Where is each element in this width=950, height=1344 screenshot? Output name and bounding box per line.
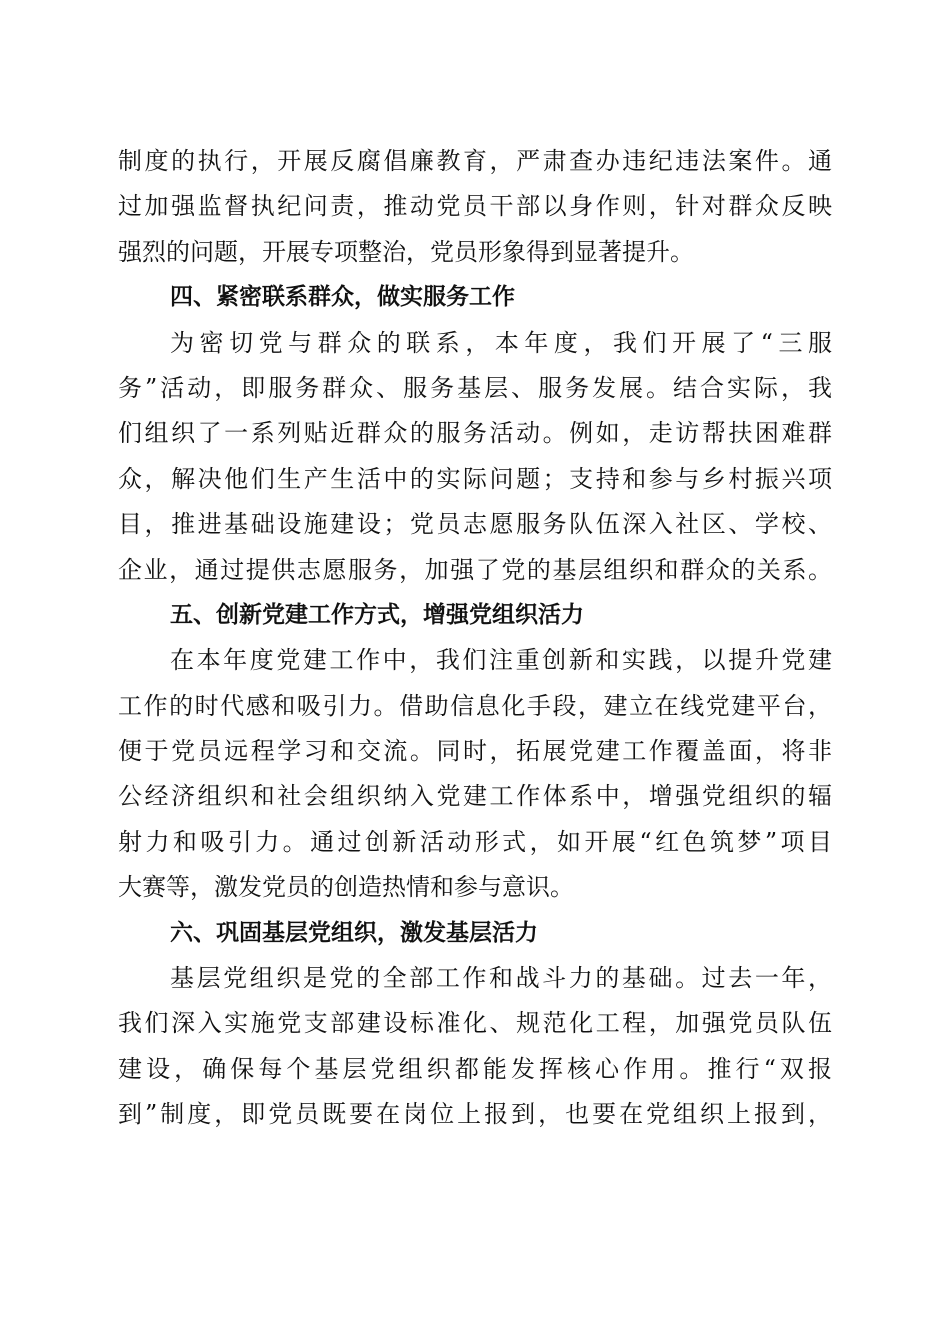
body-text-line: 目，推进基础设施建设；党员志愿服务队伍深入社区、学校、 — [118, 510, 832, 539]
body-text-line: 建设，确保每个基层党组织都能发挥核心作用。推行“双报 — [118, 1054, 832, 1083]
body-text-line: 射力和吸引力。通过创新活动形式，如开展“红色筑梦”项目 — [118, 827, 832, 856]
body-text-line: 在本年度党建工作中，我们注重创新和实践，以提升党建 — [170, 646, 832, 675]
section-heading-5: 五、创新党建工作方式，增强党组织活力 — [170, 601, 584, 628]
body-text-line: 企业，通过提供志愿服务，加强了党的基层组织和群众的关系。 — [118, 555, 832, 584]
body-text-line: 到”制度，即党员既要在岗位上报到，也要在党组织上报到， — [118, 1100, 832, 1129]
section-heading-6: 六、巩固基层党组织，激发基层活力 — [170, 919, 538, 946]
body-text-line: 制度的执行，开展反腐倡廉教育，严肃查办违纪违法案件。通 — [118, 147, 832, 175]
body-text-line: 务”活动，即服务群众、服务基层、服务发展。结合实际，我 — [118, 373, 832, 402]
body-text-line: 强烈的问题，开展专项整治，党员形象得到显著提升。 — [118, 237, 694, 266]
body-text-line: 公经济组织和社会组织纳入党建工作体系中，增强党组织的辐 — [118, 782, 832, 811]
body-text-line: 过加强监督执纪问责，推动党员干部以身作则，针对群众反映 — [118, 192, 832, 221]
body-text-line: 我们深入实施党支部建设标准化、规范化工程，加强党员队伍 — [118, 1009, 832, 1038]
body-text-line: 工作的时代感和吸引力。借助信息化手段，建立在线党建平台， — [118, 691, 832, 720]
document-body — [118, 139, 832, 1138]
body-text-line: 们组织了一系列贴近群众的服务活动。例如，走访帮扶困难群 — [118, 419, 832, 448]
body-text-line: 众，解决他们生产生活中的实际问题；支持和参与乡村振兴项 — [118, 464, 832, 493]
section-heading-4: 四、紧密联系群众，做实服务工作 — [170, 284, 515, 311]
body-text-line: 大赛等，激发党员的创造热情和参与意识。 — [118, 873, 574, 902]
body-text-line: 便于党员远程学习和交流。同时，拓展党建工作覆盖面，将非 — [118, 737, 832, 766]
body-text-line: 基层党组织是党的全部工作和战斗力的基础。过去一年， — [170, 964, 832, 993]
body-text-line: 为密切党与群众的联系，本年度，我们开展了“三服 — [170, 328, 832, 357]
